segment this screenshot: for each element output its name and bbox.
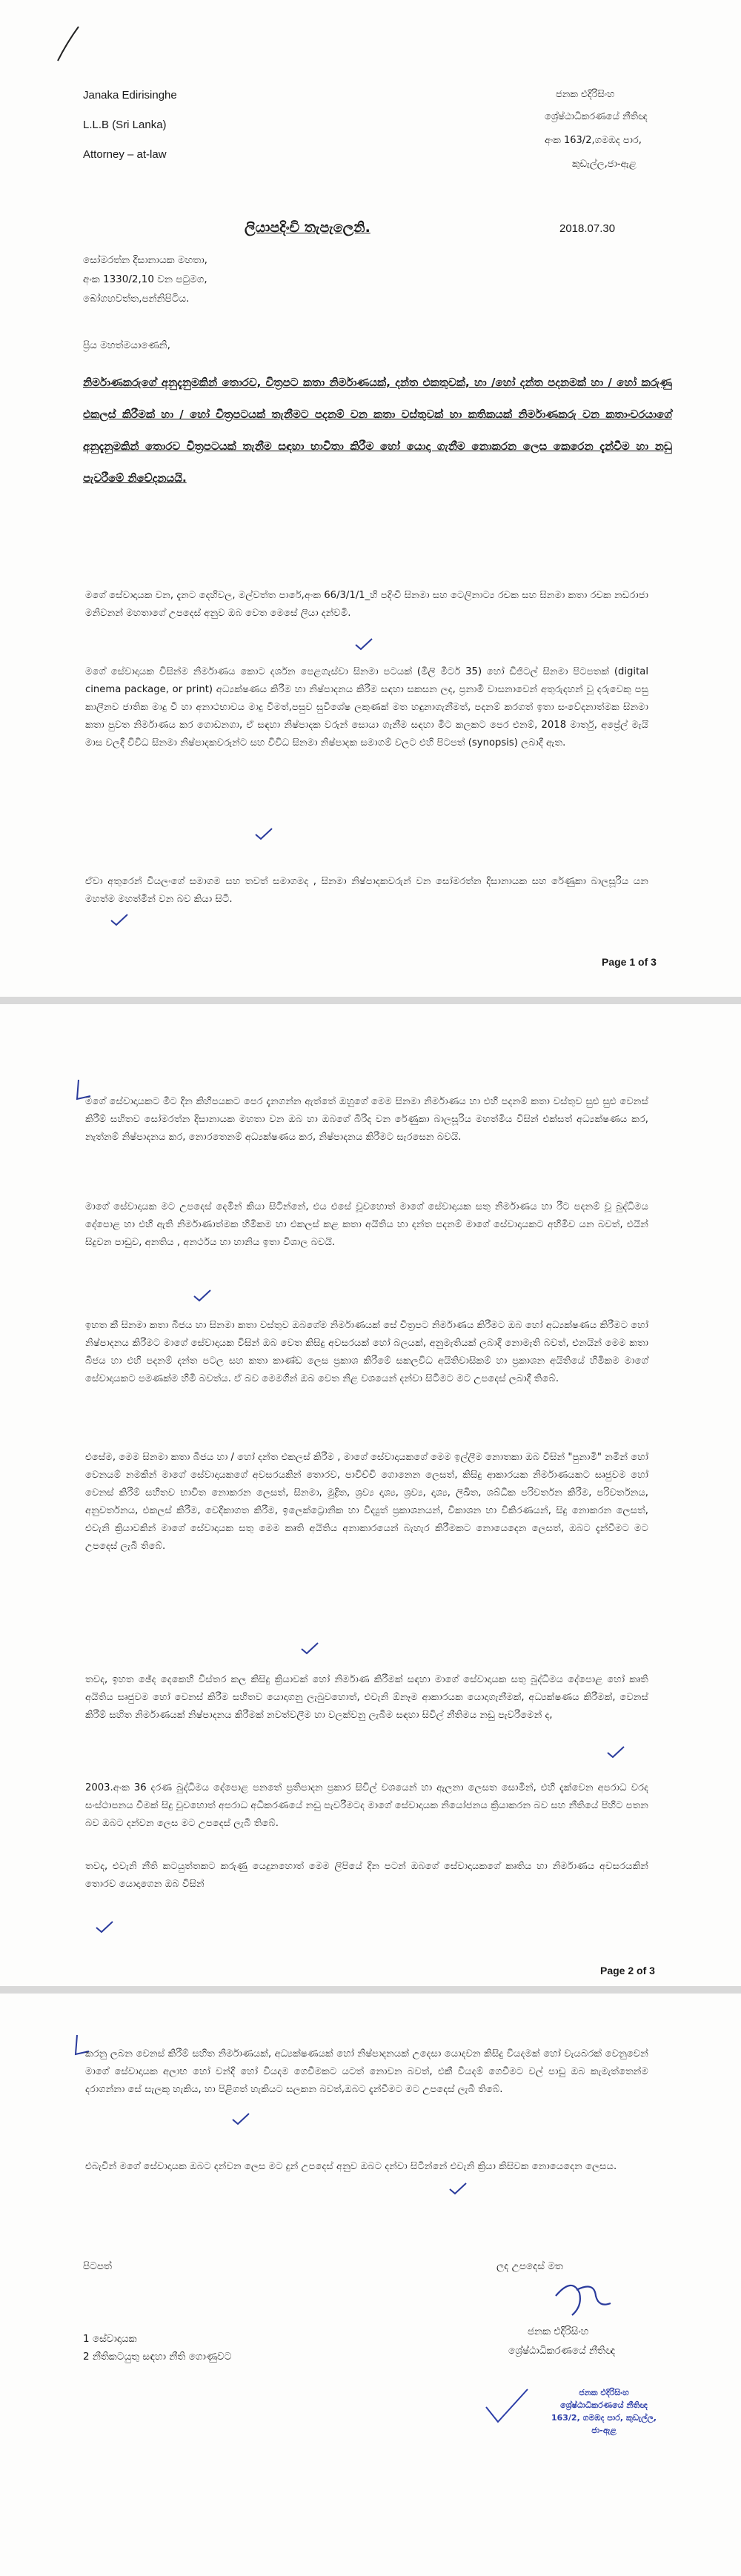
letterhead-title-en: Attorney – at-law [83, 148, 167, 161]
page-number: Page 1 of 3 [602, 956, 657, 968]
copy-item: 1 සේවාදායක [83, 2333, 137, 2345]
signature [550, 2274, 617, 2326]
copy-item: 2 නීතිකටයුතු සඳහා නීති ගොණුවට [83, 2351, 232, 2363]
attachments-label: පිටපත් [83, 2260, 112, 2272]
letterhead-name-si: ජනක එදිරිසිංහ [556, 89, 615, 100]
recipient-line: බෝගහවත්ත,පන්නිපිටිය. [83, 293, 190, 305]
page-number: Page 2 of 3 [600, 1965, 655, 1976]
checkmark-mark [193, 1289, 212, 1302]
checkmark-mark [110, 913, 129, 926]
document-page-2 [0, 1004, 741, 1986]
document-page-1 [0, 0, 741, 997]
body-paragraph: තවද, ඉහත ඡේද දෙකෙහි විස්තර කල කිසිදු ක්‍රියාවක් හෝ නිර්මාණ කිරීමක් සඳහා මාගේ සේවාදායක සතු බුද්ධිමය දේපොළ හෝ කෘති අයිතිය සෘජුවම හෝ වෙනස් කිරීම සහිතව යොදාගනු ලැබුවහොත්, එවැනි ඕනෑම ආකාරයක යොදාගැනීමක්, අධ්‍යක්ෂණය කිරීමක්, වෙනස් කිරීම් සහිත නිර්මාණයක් නිෂ්පාදනය කිරීමක් නවත්වලීම හා වලක්වනු ලැබීම සඳහා සිවිල් නීතිමය නඩු පැවරීමෙන් ද, [85, 1674, 648, 1721]
body-paragraph: මාගේ සේවාදායක මට උපදෙස් දෙමින් කියා සිටින්නේ, එය එසේ වූවහොත් මාගේ සේවාදායක සතු නිර්මාණය හා රීට පදනම් වූ බුද්ධිමය දේපොළ හා එහි ඇති නිර්මාණාත්මක හිමිකම හා එකලස් කළ කතා අයිතිය හා දන්ත පදනම් මාගේ සේවාදායකට අහිමිව යන බවත්, එයින් සිදුවන පාඩුව, අනතිය , අනර්ථය හා හානිය ඉතා විශාල බවයි. [85, 1201, 648, 1248]
body-paragraph: ඒවා අතුරෙන් වියලංගේ සමාගම සහ තවත් සමාගමද , සිනමා නිෂ්පාදකවරුන් වන සෝමරත්න දිසානායක සහ රේණුකා බාලසූරිය යන මහත්ම මහත්මීන් වන බව කියා සිටී. [85, 876, 648, 905]
page-separator [0, 1986, 741, 1994]
stamp-line: ජා-ඇළ [591, 2426, 617, 2435]
salutation: ප්‍රිය මහත්මයාණෙනි, [83, 339, 170, 351]
copies-list [83, 2330, 231, 2366]
signer-name: ජනක එදිරිසිංහ [528, 2326, 589, 2337]
closing-remark: ලද උපදෙස් මත [496, 2260, 563, 2272]
letter-heading: ලියාපදිංචි තැපැලෙනි. [245, 219, 370, 236]
recipient-line: සෝමරත්න දිසානායක මහතා, [83, 254, 207, 266]
body-paragraph: මගේ සේවාදායක විසින්ම නිර්මාණය කොට දර්ශන පෙළගැස්වා සිනමා පටයක් (මිලි මීටර් 35) හෝ ඩිජිටල් සිනමා පිටපතක් (digital cinema package, or print) අධ්‍යක්ෂණය කිරීම හා නිෂ්පාදනය කිරීම සඳහා සකසන ලද, ප්‍රනාමි වාසනාවෙන් අතුරුදහන් වූ දරුවෙකු පසු කාලීනව ජාතික මාදු වී හා අනාථභාවය මාදු වීමත්,පසුව සුවිශේෂ ලකුණක් මත හඳුනාගැනීමත්, පදනම් කරගත් ඉතා සංවේදනාත්මක සිනමා කතා පුවත නිර්මාණය කර ගොඩනගා, ඒ සඳහා නිෂ්පාදක වරුන් සොයා ගැනීම සඳහා මීට කලකට පෙර එනම්, 2018 මාර්තු, අප්‍රේල් මැයි මාස වලදී විවිධ සිනමා නිෂ්පාදකවරුන්ට සහ විවිධ සිනමා නිෂ්පාදක සමාගම් වලට එහි පිටපත් (synopsis) ලබාදී ඇත. [85, 666, 648, 748]
letterhead-address-2: කුඩැල්ල,ජා-ඇළ [572, 159, 637, 170]
recipient-line: අංක 1330/2,10 වන පටුමග, [83, 273, 207, 285]
letterhead-qualification: L.L.B (Sri Lanka) [83, 119, 167, 131]
checkmark-mark [354, 637, 373, 651]
corner-pen-mark [44, 22, 89, 67]
body-paragraph: ඉහත කී සිනමා කතා බීජය හා සිනමා කතා වස්තුව ඔබගේම නිර්මාණයක් සේ චිත්‍රපට නිර්මාණය කිරීමට ඔබ හෝ අධ්‍යක්ෂණය කිරීමට හෝ නිෂ්පාදනය කිරීමට මාගේ සේවාදායක විසින් ඔබ වෙත කිසිදු අවසරයක් හෝ බලයක්, අනුමැතියක් ලබාදී නොමැති බවත්, එනයින් මෙම කතා බීජය හා එහි පදනම් දන්ත පටල සහ කතා කාණ්ඩ ලෙස ප්‍රකාශ කිරීමේ සකලවිධ අයිතිවාසිකම් හා ප්‍රකාශන අයිතියේ හිමිකම මාගේ සේවාදායකට පමණක්ම හිමි බවත්ය. ඒ බව මෙමගින් ඔබ වෙත නිළ වශයෙන් දන්වා සිටීමට මට උපදෙස් ලබාදී තිබේ. [85, 1320, 648, 1384]
stamp-line: 163/2, ගමඹද පාර, කුඩැල්ල, [551, 2413, 657, 2423]
checkmark-mark [95, 1920, 114, 1933]
stamp-check-mark [482, 2385, 534, 2429]
body-paragraph: මගේ සේවාදායක වන, දැනට දෙහිවල, මල්වත්ත පාරේ,අංක 66/3/1/1_හි පදිංචි සිනමා සහ ටෙලිනාට්‍ය රචක සහ සිනමා කතා රචක නඩරාජා මනිවනන් මහතාගේ උපදෙස් අනුව ඔබ වෙත මෙසේ ලියා දන්වමි. [85, 590, 648, 619]
letter-date: 2018.07.30 [559, 222, 616, 235]
letterhead-title-si: ශ්‍රේෂ්ඨාධිකරණයේ නීතිඥ [545, 111, 648, 122]
stamp-line: ජනක එදිරිසිංහ [579, 2388, 629, 2397]
body-paragraph: 2003.අංක 36 දරණ බුද්ධිමය දේපොළ පනතේ ප්‍රතිපාදන ප්‍රකාර සිවිල් වශයෙන් හා ඇලනා ලෙසත සොමින්, එහි දැක්වෙන අපරාධ වරද සංස්ථාපනය වීමක් සිදු වූවහොත් අපරාධ අධිකරණයේ නඩු පැවරීමටද මාගේ සේවාදායක නියෝජනය ක්‍රියාකරන බව සහ නීතියේ පිහිට පතන බව ඔබට දන්වන ලෙස මට උපදෙස් ලැබී තිබේ. [85, 1782, 648, 1829]
document-page-3 [0, 1994, 741, 2576]
checkmark-mark [231, 2112, 250, 2125]
body-paragraph: කරනු ලබන වෙනස් කිරීම් සහිත නිර්මාණයක්, අධ්‍යක්ෂණයක් හෝ නිෂ්පාදනයක් උදෙසා යොදවන කිසිදු වියදමක් හෝ වැයබරක් වෙනුවෙන් මාගේ සේවාදායක අලාභ හෝ වන්දි හෝ වියදම ගෙවීමකට යටත් නොවන බවත්, එකී වියදම් ගෙවීමට වල් පාඩු ඔබ කැමැත්තෙන්ම දරාගන්නා සේ සැලකූ හැකිය, හා පිළිගත් හැකියට සලකන බවත්,ඔබට දැන්වීමට මට උපදෙස් ලැබී තිබේ. [85, 2048, 648, 2095]
rubber-stamp [534, 2386, 674, 2437]
checkmark-mark [606, 1745, 625, 1759]
body-paragraph: තවද, එවැනි නීති කටයුත්තකට කරුණු යෙදුනහොත් මෙම ලිපියේ දින පටන් ඔබගේ සේවාදායකගේ කෘතිය හා නිර්මාණය අවසරයකින් තොරව යොදාගෙන ඔබ විසින් [85, 1861, 648, 1890]
page-separator [0, 997, 741, 1004]
letterhead-name-en: Janaka Edirisinghe [83, 89, 177, 102]
letterhead-address-1: අංක 163/2,ගමඹද පාර, [545, 135, 642, 146]
body-paragraph: එසේම, මෙම සිනමා කතා බීජය හා / හෝ දන්ත එකලස් කිරීම , මාගේ සේවාදායකගේ මෙම ඉල්ලීම නොතකා ඔබ විසින් "පුනාමි" නමින් හෝ වෙනයම් නමකින් මාගේ සේවාදායකගේ අවසරයකින් තොරව, පාවිච්චි ගොනෙන ලෙසත්, කිසිදු ආකාරයක නිර්මාණයකට සෘජුවම හෝ වෙනස් කිරීම් සහිතව භාවිත නොකරන ලෙසත්, සිනමා, මුද්‍රිත, ශ්‍රව්‍ය දෘශ්‍ය, ශ්‍රව්‍ය, දෘශ්‍ය, ලිඛිත, ශබ්ධික පරිවර්තන කිරීම, පරිවර්තනය, අනුවර්තනය, එකලස් කිරීම, වෙදිකාගත කිරීම, ඉලෙක්ට්‍රොනික හා විද්‍යුත් ප්‍රකාශනයන්, විකාශන හා විකිරණයන්, සිදු නොකරන ලෙසත්, එවැනි ක්‍රියාවකින් මාගේ සේවාදායක සතු මෙම කෘති අයිතිය අනාකාරයෙන් බැහැර කිරීමකට නොයෙදෙන ලෙසත්, ඔබට දැන්වීමට මට උපදෙස් ලැබී තිබේ. [85, 1452, 648, 1552]
body-paragraph: එබැවින් මගේ සේවාදායක ඔබට දන්වන ලෙස මට දුන් උපදෙස් අනුව ඔබට දන්වා සිටින්නේ එවැනි ක්‍රියා කිසිවක නොයෙදෙන ලෙසය. [85, 2161, 617, 2172]
checkmark-mark [300, 1641, 319, 1655]
letter-subject: නිර්මාණකරුගේ අනුදැනුමකින් තොරව, චිත්‍රපට කතා නිර්මාණයක්, දන්ත එකතුවක්, හා /හෝ දන්ත පදනමක් හා / හෝ කරුණු එකලස් කිරීමක් හා / හෝ චිත්‍රපටයක් තැනීමට පදනම් වන කතා වස්තුවක් හා කතිකයක් නිර්මාණකරු වන කතාංචරයාගේ අනුදැනුමකින් තොරව චිත්‍රපටයක් තැනීම සඳහා භාවිතා කිරීම හෝ යොදා ගැනීම නොකරන ලෙස කෙරෙන දැන්වීම හා නඩු පැවරීමේ නිවේදනයයි. [83, 376, 672, 485]
body-paragraph: මගේ සේවාදායකට මීට දින කිහිපයකට පෙර දැනගන්න ඇත්තේ ඔහුගේ මෙම සිනමා නිර්මාණය හා එහි පදනම් කතා වස්තුව සුළු සුළු වෙනස් කිරීම් සහිතව සෝමරත්න දිසානායක මහතා වන ඔබ හා ඔබගේ බිරිද වන රේණුකා බාලසූරිය මහත්මිය විසින් එක්සත් අධ්‍යක්ෂණය කර, නැත්නම් නිෂ්පාදනය කර, නොරතෙනම් අධ්‍යක්ෂණය කර, නිෂ්පාදනය කිරීමට සැරසෙන බවයි. [85, 1096, 648, 1143]
checkmark-mark [448, 2182, 468, 2195]
checkmark-mark [254, 827, 273, 840]
signer-title: ශ්‍රේෂ්ඨාධිකරණයේ නීතිඥ [508, 2345, 616, 2357]
stamp-line: ශ්‍රේෂ්ඨාධිකරණයේ නීතිඥ [560, 2400, 648, 2410]
recipient-address [83, 250, 207, 308]
